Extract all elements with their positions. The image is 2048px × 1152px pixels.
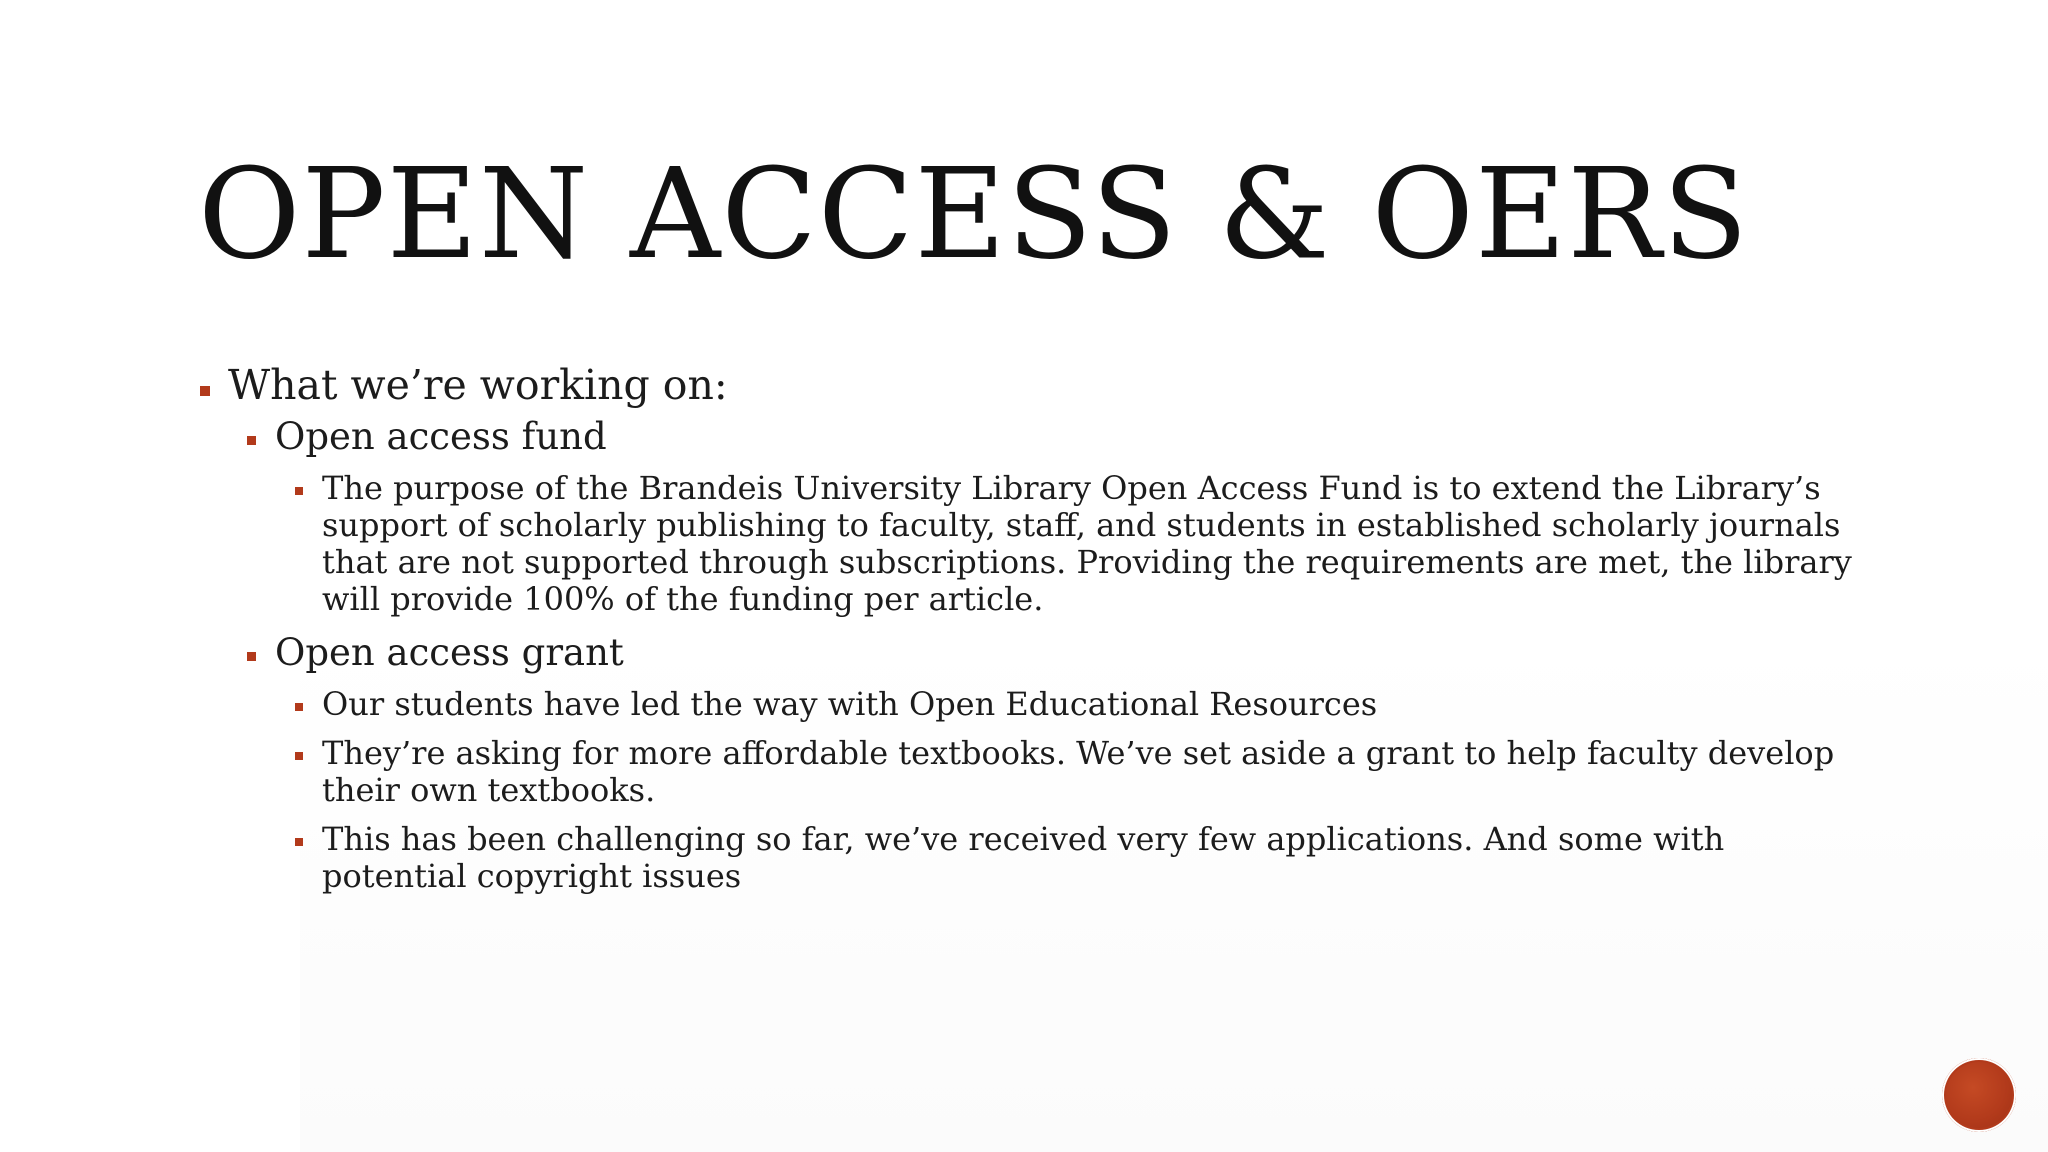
square-bullet-icon [295, 838, 303, 846]
bullet-text: Open access grant [275, 631, 624, 674]
square-bullet-icon [295, 752, 303, 760]
bullet-text: They’re asking for more affordable textbooks. We’ve set aside a grant to help faculty develop their own textbooks. [322, 734, 1835, 809]
bullet-grant-detail-3 [292, 821, 1862, 895]
bullet-text: The purpose of the Brandeis University Library Open Access Fund is to extend the Library’s support of scholarly publishing to faculty, staff, and students in established scholarly journals that are not supported through subscriptions. Providing the requirements are met, the library will provide 100% of the funding per article. [322, 469, 1852, 618]
square-bullet-icon [295, 487, 303, 495]
bullet-text: This has been challenging so far, we’ve received very few applications. And some with potential copyright issues [322, 820, 1725, 895]
bullet-grant-detail-1 [292, 686, 1862, 723]
bullet-fund-detail [292, 470, 1862, 618]
square-bullet-icon [247, 652, 256, 661]
bullet-open-access-grant [245, 630, 1878, 676]
square-bullet-icon [200, 386, 210, 396]
square-bullet-icon [247, 436, 256, 445]
bullet-grant-detail-2 [292, 735, 1862, 809]
bullet-working-on [198, 360, 1878, 410]
slide-content [198, 360, 1878, 907]
square-bullet-icon [295, 703, 303, 711]
bullet-text: What we’re working on: [228, 361, 728, 409]
bullet-text: Open access fund [275, 415, 607, 458]
slide-title: OPEN ACCESS & OERS [198, 142, 1750, 287]
bullet-text: Our students have led the way with Open Educational Resources [322, 685, 1378, 723]
circle-nav-icon[interactable] [1942, 1058, 2016, 1132]
bullet-open-access-fund [245, 414, 1878, 460]
